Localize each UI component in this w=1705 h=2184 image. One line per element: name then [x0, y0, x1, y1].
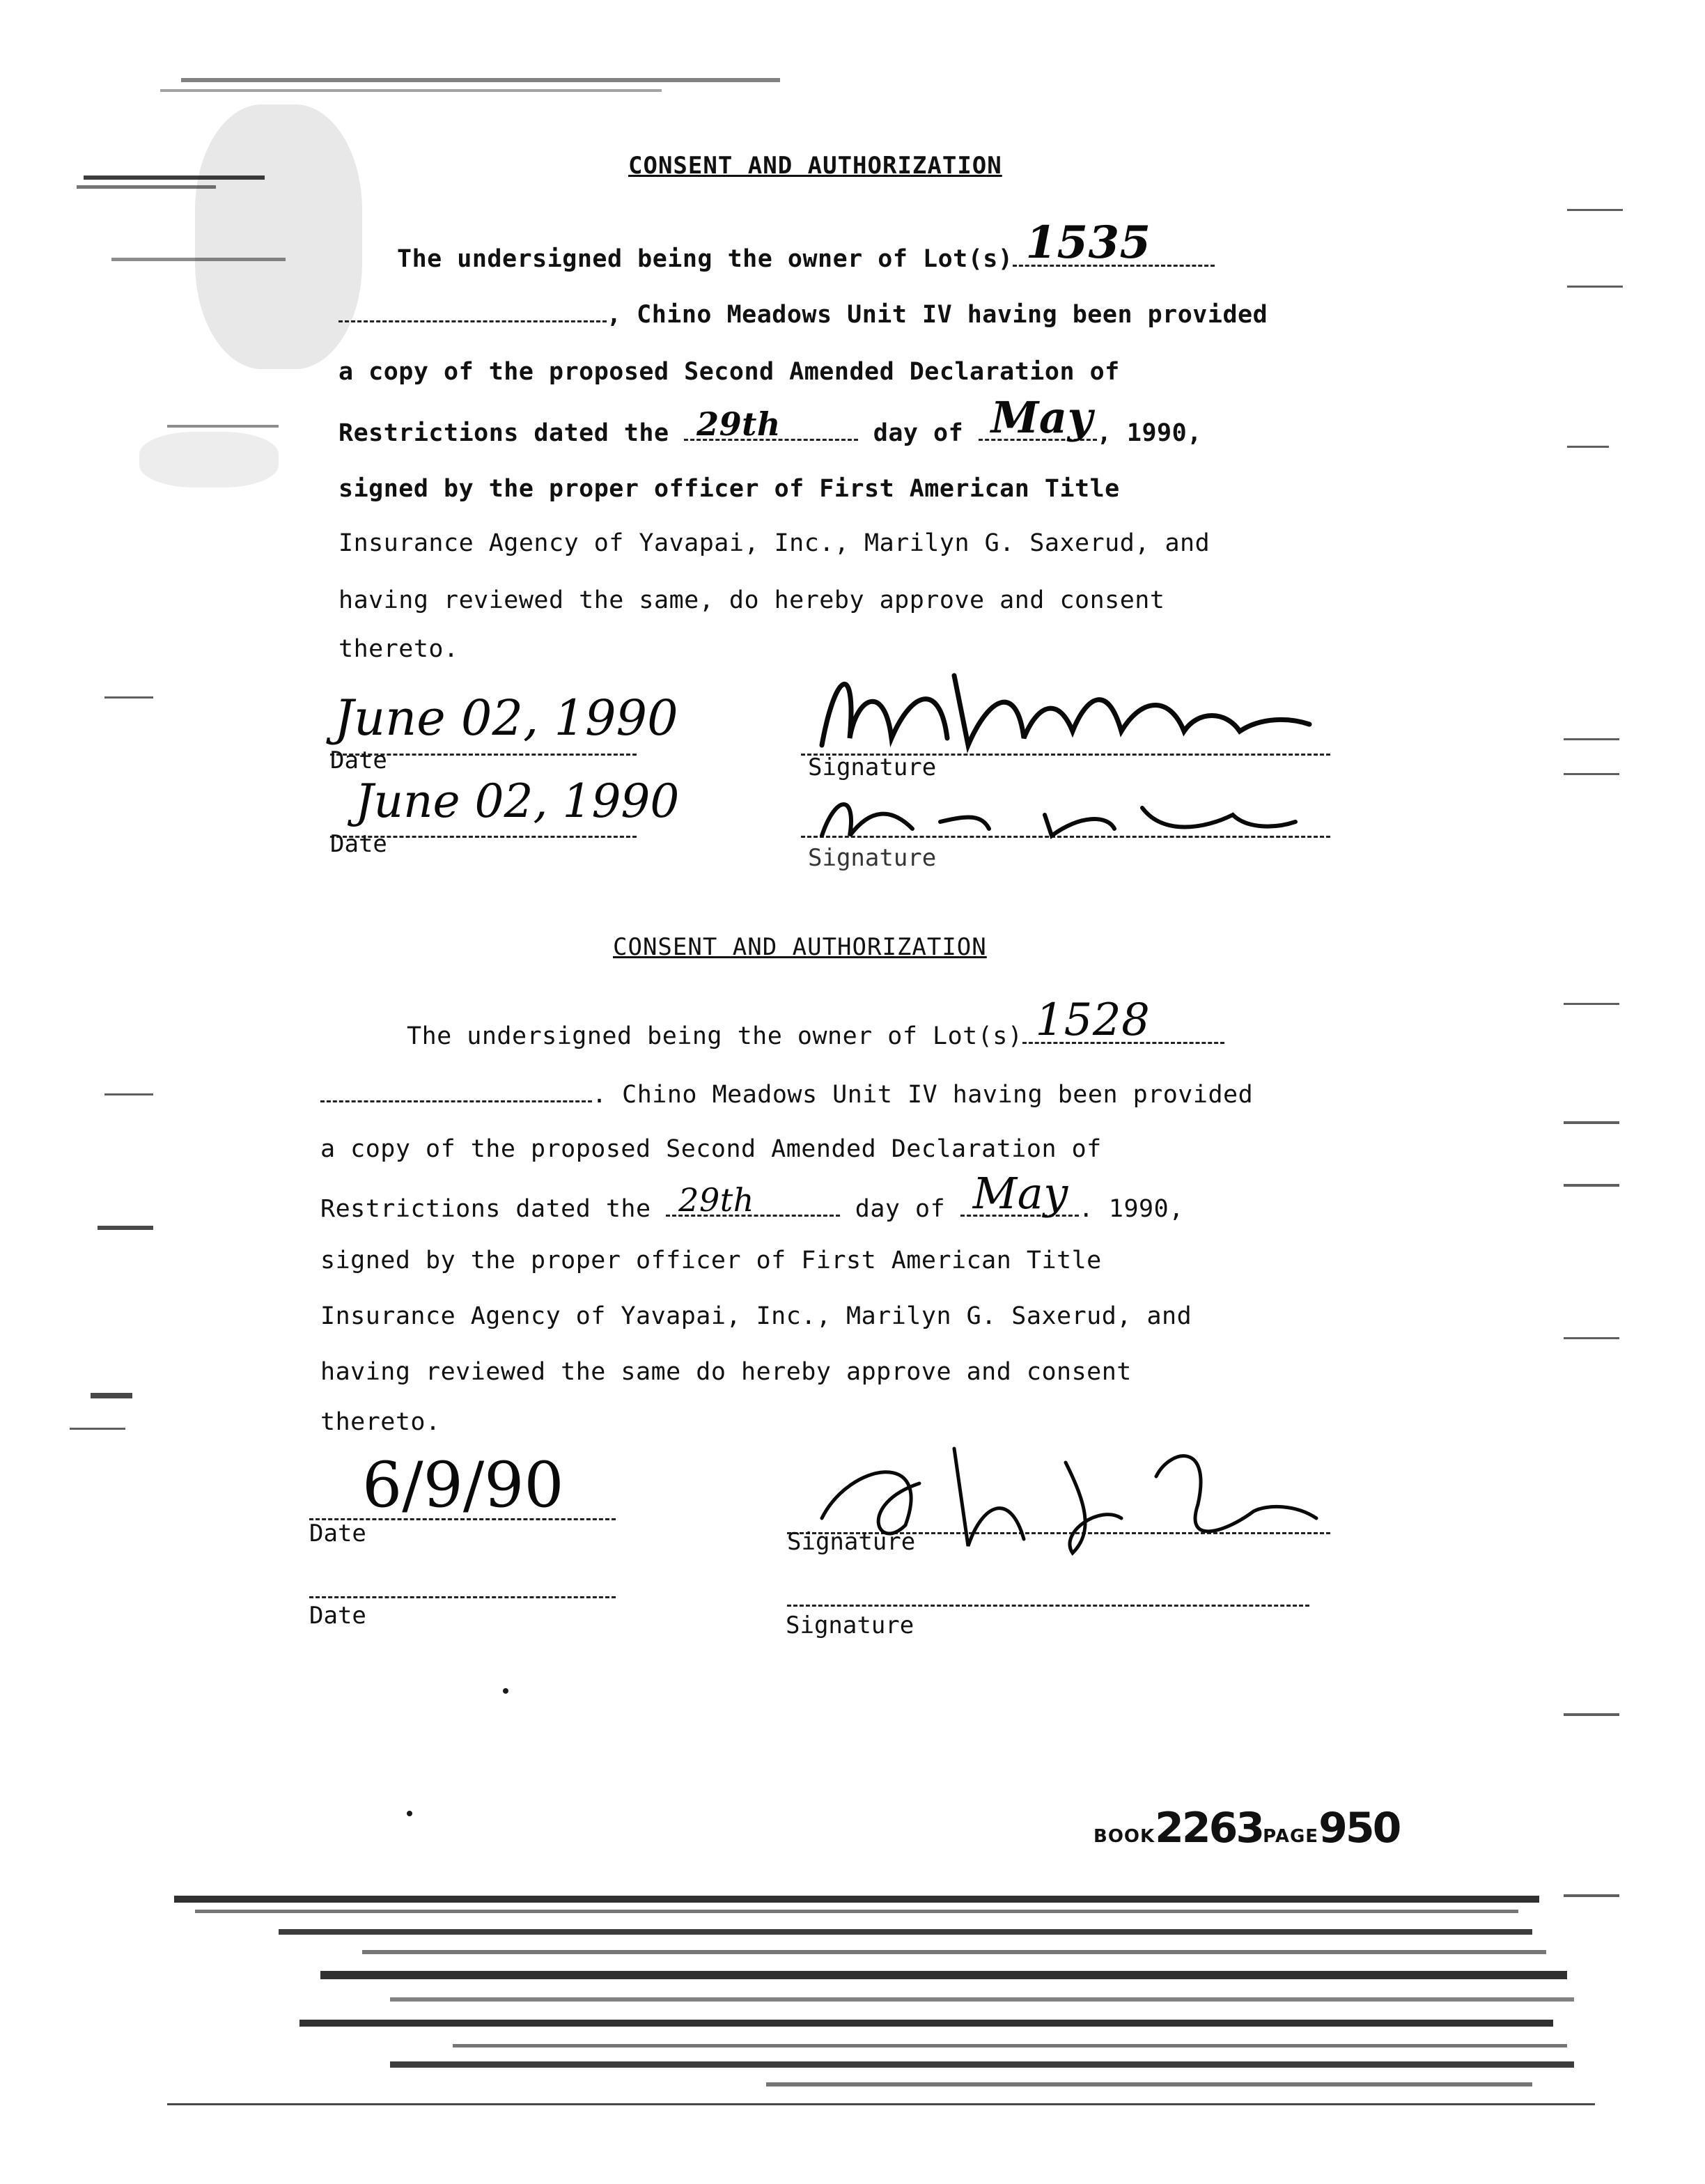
date-label: Date — [309, 1602, 366, 1630]
page-number: 950 — [1318, 1804, 1400, 1852]
dated-prefix: Restrictions dated the — [320, 1195, 651, 1223]
unit-text: , Chino Meadows Unit IV having been provided — [607, 301, 1268, 329]
intro-text: The undersigned being the owner of Lot(s) — [407, 1022, 1023, 1050]
unit-line — [320, 1081, 1253, 1109]
signature-label: Signature — [808, 844, 937, 872]
month-field — [979, 392, 1097, 443]
date-line — [309, 1596, 616, 1598]
signature-image — [808, 655, 1337, 766]
book-number: 2263 — [1155, 1804, 1263, 1852]
day-value: 29th — [696, 405, 781, 443]
body-line-6: Insurance Agency of Yavapai, Inc., Marilyn G. Saxerud, and — [320, 1302, 1192, 1330]
day-of-text: day of — [855, 1195, 946, 1223]
dated-prefix: Restrictions dated the — [338, 419, 669, 447]
body-line-3: a copy of the proposed Second Amended Declaration of — [338, 358, 1120, 386]
body-line-5: signed by the proper officer of First American Title — [338, 475, 1120, 503]
date-value: June 02, 1990 — [334, 689, 678, 747]
body-line-8: thereto. — [320, 1408, 441, 1436]
dated-line — [338, 392, 1202, 447]
signature-label: Signature — [808, 754, 937, 781]
lot-value: 1528 — [1035, 994, 1151, 1046]
lot-field — [1022, 994, 1224, 1046]
year-text: , 1990, — [1096, 419, 1202, 447]
body-line-6: Insurance Agency of Yavapai, Inc., Marilyn G. Saxerud, and — [338, 529, 1210, 557]
month-field — [960, 1168, 1079, 1219]
month-value: May — [972, 1168, 1068, 1219]
unit-text: . Chino Meadows Unit IV having been provided — [592, 1081, 1254, 1109]
book-label: BOOK — [1093, 1826, 1155, 1847]
body-line-5: signed by the proper officer of First American Title — [320, 1247, 1102, 1274]
lot-field — [1013, 217, 1215, 269]
intro-text: The undersigned being the owner of Lot(s) — [397, 245, 1013, 273]
lot-value: 1535 — [1025, 217, 1151, 269]
day-field — [666, 1181, 840, 1219]
year-text: . 1990, — [1078, 1195, 1184, 1223]
signature-label: Signature — [786, 1612, 914, 1639]
intro-line — [407, 994, 1224, 1050]
date-label: Date — [330, 747, 387, 774]
body-line-8: thereto. — [338, 635, 459, 663]
recording-stamp — [1093, 1804, 1399, 1852]
intro-line — [397, 217, 1215, 273]
dated-line — [320, 1168, 1184, 1223]
day-of-text: day of — [873, 419, 964, 447]
date-value: June 02, 1990 — [355, 774, 680, 828]
unit-line — [338, 299, 1268, 329]
body-line-7: having reviewed the same do hereby approve and consent — [320, 1358, 1132, 1386]
body-line-7: having reviewed the same, do hereby approve and consent — [338, 586, 1165, 614]
day-field — [684, 405, 858, 443]
scan-dot — [407, 1811, 412, 1816]
section-title: CONSENT AND AUTHORIZATION — [613, 933, 987, 961]
signature-line — [787, 1605, 1309, 1607]
scan-dot — [503, 1688, 508, 1694]
date-label: Date — [309, 1520, 366, 1547]
date-value: 6/9/90 — [362, 1449, 564, 1522]
lot-continuation-field — [320, 1084, 592, 1102]
body-line-3: a copy of the proposed Second Amended Declaration of — [320, 1135, 1102, 1163]
signature-label: Signature — [787, 1528, 916, 1556]
date-label: Date — [330, 830, 387, 858]
lot-continuation-field — [338, 299, 607, 322]
day-value: 29th — [678, 1181, 754, 1219]
section-title: CONSENT AND AUTHORIZATION — [628, 152, 1002, 180]
month-value: May — [990, 392, 1093, 443]
page-label: PAGE — [1263, 1826, 1319, 1847]
signature-image — [815, 787, 1302, 850]
